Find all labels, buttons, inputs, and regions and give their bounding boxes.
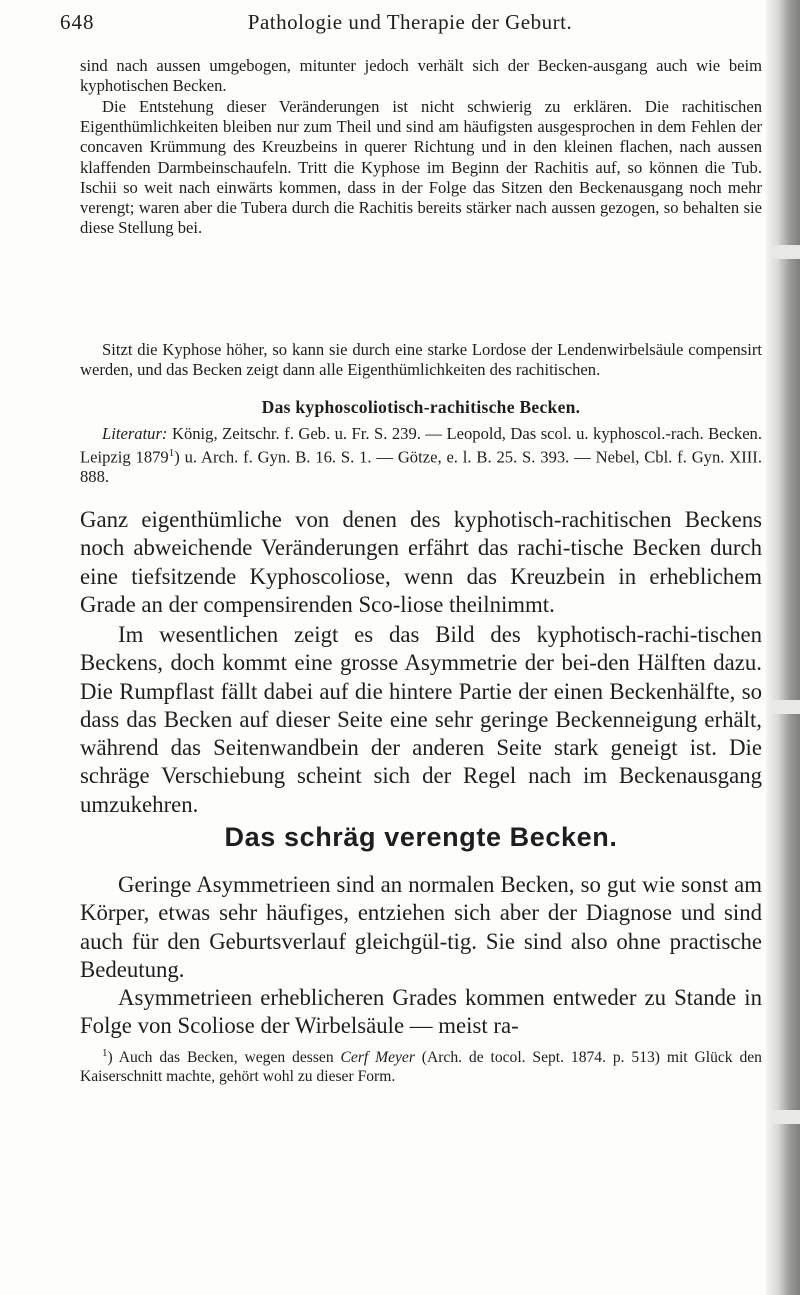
- page-edge-shadow: [766, 0, 800, 1295]
- footnote-marker: 1: [102, 1047, 108, 1059]
- footnote-text-continued: (Arch. de tocol. Sept. 1874. p. 513) mit Glück den Kaiserschnitt machte, gehört wohl zu dieser Form.: [80, 1049, 762, 1086]
- edge-mark: [772, 700, 800, 714]
- edge-mark: [772, 245, 800, 259]
- section-heading-oblique: Das schräg verengte Becken.: [224, 822, 618, 852]
- section1-paragraph-1: Ganz eigenthümliche von denen des kyphotisch-rachitischen Beckens noch abweichende Veränderungen erfährt das rachi-tische Becken durch eine tiefsitzende Kyphoscoliose, wenn das Kreuzbein in erheblichem Grade an der compensirenden Sco-liose theilnimmt.: [80, 507, 762, 617]
- section1-paragraph-2: Im wesentlichen zeigt es das Bild des kyphotisch-rachi-tischen Beckens, doch kommt eine grosse Asymmetrie der bei-den Hälften dazu. Die Rumpflast fällt dabei auf die hintere Partie der einen Beckenhälfte, so dass das Becken auf dieser Seite eine sehr geringe Beckenneigung erhält, während das Seitenwandbein der anderen Seite stark geneigt ist. Die schräge Verschiebung scheint sich der Regel nach im Beckenausgang umzukehren.: [80, 622, 762, 817]
- footnote: [80, 1044, 762, 1086]
- footnote-reference-marker: 1: [168, 446, 175, 459]
- edge-mark: [772, 1110, 800, 1124]
- literature-references: [80, 424, 762, 487]
- intro-paragraph-3: Sitzt die Kyphose höher, so kann sie durch eine starke Lordose der Lendenwirbelsäule compensirt werden, und das Becken zeigt dann alle Eigenthümlichkeiten des rachitischen.: [80, 340, 762, 380]
- intro-paragraph-1: sind nach aussen umgebogen, mitunter jedoch verhält sich der Becken-ausgang auch wie beim kyphotischen Becken.: [80, 56, 762, 96]
- section2-paragraph-2: Asymmetrieen erheblicheren Grades kommen entweder zu Stande in Folge von Scoliose der Wirbelsäule — meist ra-: [80, 985, 762, 1039]
- literature-label: Literatur:: [102, 424, 168, 443]
- footnote-author: Cerf Meyer: [340, 1049, 415, 1067]
- section2-paragraph-1: Geringe Asymmetrieen sind an normalen Becken, so gut wie sonst am Körper, etwas sehr häufiges, entziehen sich aber der Diagnose und sind auch für den Geburtsverlauf gleichgül-tig. Sie sind also ohne practische Bedeutung.: [80, 872, 762, 982]
- page-header: [60, 10, 760, 40]
- running-head: Pathologie und Therapie der Geburt.: [247, 10, 573, 34]
- footnote-text: ) Auch das Becken, wegen dessen: [107, 1049, 334, 1067]
- intro-paragraph-2: Die Entstehung dieser Veränderungen ist nicht schwierig zu erklären. Die rachitischen Eigenthümlichkeiten bleiben nur zum Theil und sind am häufigsten ausgesprochen in dem Fehlen der concaven Krümmung des Kreuzbeins in querer Richtung und in den kleinen flachen, nach aussen klaffenden Darmbeinschaufeln. Tritt die Kyphose im Beginn der Rachitis auf, so können die Tub. Ischii so weit nach einwärts kommen, dass in der Folge das Sitzen den Beckenausgang noch mehr verengt; waren aber die Tubera durch die Rachitis bereits stärker nach aussen gezogen, so behalten sie diese Stellung bei.: [80, 97, 762, 238]
- section-heading-kyphoscoliotic: Das kyphoscoliotisch-rachitische Becken.: [261, 397, 581, 417]
- literature-text: König, Zeitschr. f. Geb. u. Fr. S. 239. — Leopold, Das scol. u. kyphoscol.-rach. Becken. Leipzig 1879: [80, 424, 763, 467]
- literature-text-continued: ) u. Arch. f. Gyn. B. 16. S. 1. — Götze, e. l. B. 25. S. 393. — Nebel, Cbl. f. Gyn. XIII. 888.: [80, 447, 762, 487]
- page-number: 648: [60, 10, 95, 34]
